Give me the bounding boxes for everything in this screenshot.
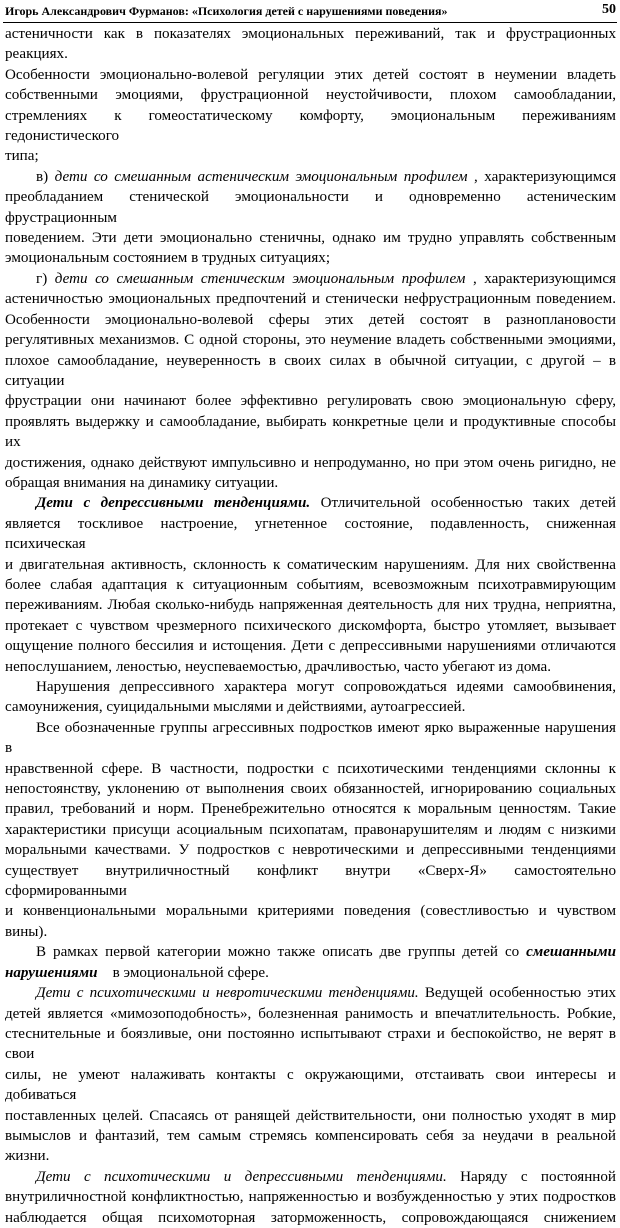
italic-term: дети со смешанным астеническим эмоциональным профилем — [54, 168, 468, 185]
text-line: детей является «мимозоподобность», болезненная ранимость и впечатлительность. Робкие, — [5, 1005, 616, 1022]
text-line: типа; — [5, 148, 39, 165]
text-line: более слабая адаптация к ситуационным событиям, всевозможным психотравмирующим — [5, 576, 616, 593]
text-line: правил, требований и норм. Пренебрежительно относятся к моральным ценностям. Такие — [5, 801, 616, 818]
bold-italic-term: смешанными — [526, 944, 616, 961]
paragraph — [5, 1167, 616, 1228]
text-line: Особенности эмоционально-волевой сферы этих детей состоят в разноплановости — [5, 311, 616, 328]
paragraph — [5, 677, 616, 718]
text-line: непослушанием, леностью, неуспеваемостью, драчливостью, часто убегают из дома. — [5, 658, 552, 675]
text-line — [5, 963, 616, 983]
text-line: фрустрации они начинают более эффективно регулировать свою эмоциональную сферу, — [5, 393, 616, 410]
text-line: самоунижения, суицидальными мыслями и действиями, аутоагрессией. — [5, 699, 466, 716]
text-line: астеничностью эмоциональных предпочтений и стенически нефрустрационным поведением. — [5, 291, 616, 308]
header-rule — [3, 22, 617, 23]
text-line: эмоциональным состоянием в трудных ситуациях; — [5, 250, 331, 267]
text-line: Особенности эмоционально-волевой регуляции этих детей состоят в неумении владеть — [5, 66, 616, 83]
text-line: преобладанием стенической эмоциональности и одновременно астеническим фрустрационным — [5, 189, 616, 226]
text-line — [5, 167, 616, 187]
paragraph — [5, 24, 616, 167]
italic-heading: Дети с психотическими и депрессивными тенденциями. — [36, 1168, 447, 1185]
text-line: поставленных целей. Спасаясь от ранящей действительности, они полностью уходят в мир — [5, 1107, 616, 1124]
text-line: существует внутриличностный конфликт внутри «Сверх-Я» самостоятельно сформированными — [5, 862, 616, 900]
italic-term: дети со смешанным стеническим эмоциональным профилем — [54, 270, 466, 287]
text-line: астеничности как в показателях эмоциональных переживаний, так и фрустрационных реакциях. — [5, 26, 616, 63]
bold-italic-heading: Дети с депрессивными тенденциями. — [36, 495, 311, 512]
text-run: Отличительной особенностью таких детей — [310, 495, 616, 512]
text-line: нравственной сфере. В частности, подростки с психотическими тенденциями склонны к — [5, 760, 616, 777]
paragraph — [5, 983, 616, 1167]
text-line — [5, 942, 616, 962]
text-line: является тоскливое настроение, угнетенное состояние, подавленность, сниженная психическая — [5, 515, 616, 553]
text-line: и конвенциональными моральными критериями поведения (совестливостью и чувством вины). — [5, 903, 616, 940]
text-run: Ведущей особенностью этих — [418, 985, 616, 1002]
text-line: ощущение полного бессилия и истощения. Дети с депрессивными нарушениями отличаются — [5, 638, 616, 655]
list-marker: г) — [36, 270, 55, 287]
text-line: вымыслов и фантазий, тем самым стремясь компенсировать себя за неудачи в реальной жизни. — [5, 1127, 616, 1165]
text-line: Нарушения депрессивного характера могут сопровождаться идеями самообвинения, — [36, 679, 616, 695]
text-line: поведением. Эти дети эмоционально стеничны, однако им трудно управлять собственным — [5, 230, 616, 247]
text-line: протекает с чувством чрезмерного психического дискомфорта, быстро утомляет, вызывает — [5, 617, 616, 634]
paragraph — [5, 167, 616, 269]
text-line: моральными качествами. У подростков с невротическими и депрессивными тенденциями — [5, 842, 616, 859]
text-line: Все обозначенные группы агрессивных подростков имеют ярко выраженные нарушения в — [5, 719, 616, 757]
text-line — [5, 983, 616, 1003]
text-line — [5, 269, 616, 289]
page-body — [5, 24, 616, 1228]
paragraph — [5, 269, 616, 493]
text-line — [5, 1167, 616, 1187]
list-marker: в) — [36, 168, 55, 185]
text-line: обращая внимания на динамику ситуации. — [5, 474, 279, 491]
text-line: плохое самообладание, неуверенность в своих силах в обычной ситуации, с другой – в ситуации — [5, 352, 616, 389]
bold-italic-term: нарушениями — [5, 964, 98, 981]
paragraph — [5, 718, 616, 942]
text-run: Наряду с постоянной — [446, 1168, 616, 1185]
page-header — [0, 0, 620, 24]
text-line — [5, 493, 616, 513]
text-line: стремлениях к гомеостатическому комфорту, эмоциональным переживаниям гедонистического — [5, 107, 616, 145]
text-line: внутриличностной конфликтностью, напряженностью и возбужденностью у этих подростков — [5, 1189, 616, 1206]
text-line: характеристики присущи асоциальным психопатам, правонарушителям и людям с низкими — [5, 821, 616, 838]
paragraph — [5, 493, 616, 677]
text-line: достижения, однако действуют импульсивно и непродуманно, но при этом очень ригидно, не — [5, 454, 616, 471]
text-line: силы, не умеют налаживать контакты с окружающими, отстаивать свои интересы и добиваться — [5, 1066, 616, 1104]
text-run: , характеризующимся — [467, 168, 617, 185]
paragraph — [5, 942, 616, 983]
text-run: В рамках первой категории можно также описать две группы детей со — [36, 944, 527, 961]
text-line: регулятивных механизмов. С одной стороны, это неумение владеть собственными эмоциями, — [5, 332, 616, 349]
text-line: переживаниям. Любая сколько-нибудь напряженная деятельность для них трудна, неприятна, — [5, 597, 616, 614]
text-line: проявлять выдержку и самообладание, выбирать конкретные цели и продуктивные способы их — [5, 413, 616, 451]
text-run: , характеризующимся — [465, 270, 617, 287]
text-line: собственными эмоциями, фрустрационной неустойчивости, плохом самообладании, — [5, 87, 616, 104]
running-title: Игорь Александрович Фурманов: «Психология детей с нарушениями поведения» — [5, 4, 448, 18]
text-line: непостоянству, уклонению от выполнения своих обязанностей, игнорированию социальных — [5, 781, 616, 798]
page-number: 50 — [602, 2, 616, 17]
text-line: стеснительные и боязливые, они постоянно испытывают страхи и беспокойство, не верят в свои — [5, 1025, 616, 1063]
text-line: наблюдается общая психомоторная заторможенность, сопровождающаяся снижением — [5, 1209, 616, 1226]
italic-heading: Дети с психотическими и невротическими тенденциями. — [36, 985, 419, 1002]
text-run: в эмоциональной сфере. — [97, 964, 269, 981]
text-line: и двигательная активность, склонность к соматическим нарушениям. Для них свойственна — [5, 556, 616, 573]
